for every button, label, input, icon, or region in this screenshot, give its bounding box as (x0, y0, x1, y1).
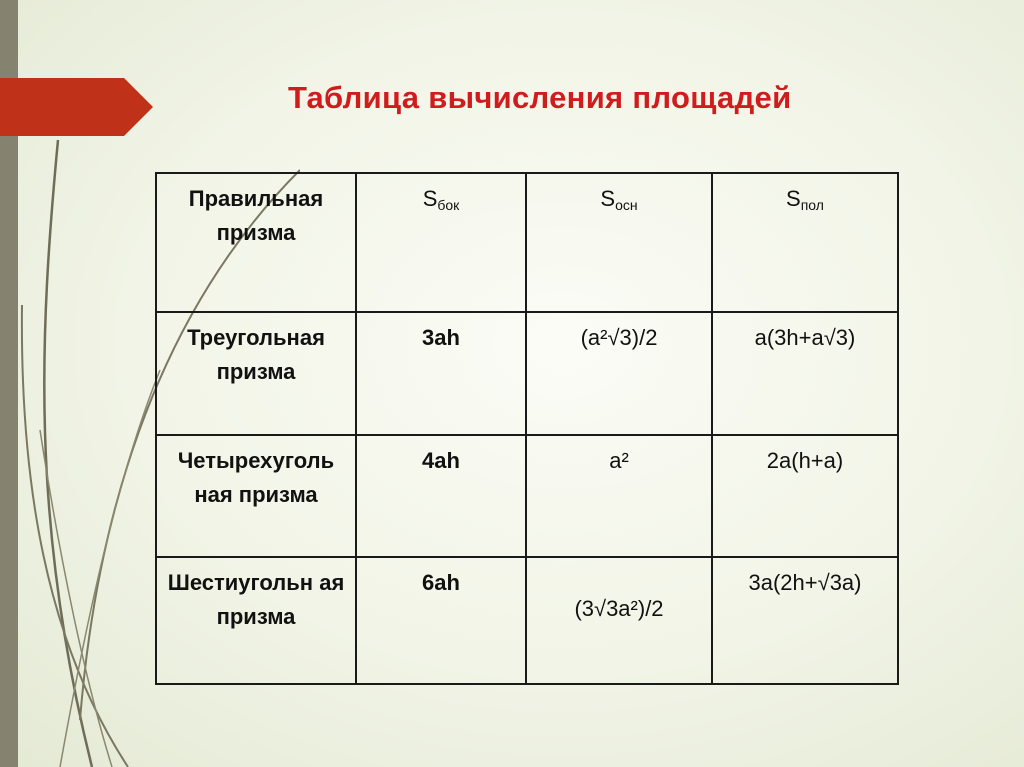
table-row (156, 557, 898, 684)
row-prism-name: Шестиугольн ая призма (156, 557, 356, 684)
table-row (156, 435, 898, 557)
row-base-area: (a²√3)/2 (526, 312, 712, 435)
row-total-area: 2a(h+a) (712, 435, 898, 557)
header-lateral-area: $S_{бок}$ (356, 173, 526, 312)
row-prism-name: Четырехуголь ная призма (156, 435, 356, 557)
row-total-area: a(3h+a√3) (712, 312, 898, 435)
row-base-area-cell (526, 557, 712, 684)
area-formulas-table (155, 172, 899, 685)
row-base-area: (3√3a²)/2 (574, 596, 664, 621)
row-base-area: a² (526, 435, 712, 557)
page-title: Таблица вычисления площадей (288, 80, 792, 115)
row-lateral-area: 3ah (356, 312, 526, 435)
table-row (156, 312, 898, 435)
table-header-row (156, 173, 898, 312)
title-arrow-banner (0, 78, 160, 136)
row-lateral-area: 4ah (356, 435, 526, 557)
row-lateral-area: 6ah (356, 557, 526, 684)
header-prism-type: Правильная призма (156, 173, 356, 312)
header-base-area: $S_{осн}$ (526, 173, 712, 312)
row-prism-name: Треугольная призма (156, 312, 356, 435)
row-total-area: 3a(2h+√3a) (712, 557, 898, 684)
header-total-area: $S_{пол}$ (712, 173, 898, 312)
